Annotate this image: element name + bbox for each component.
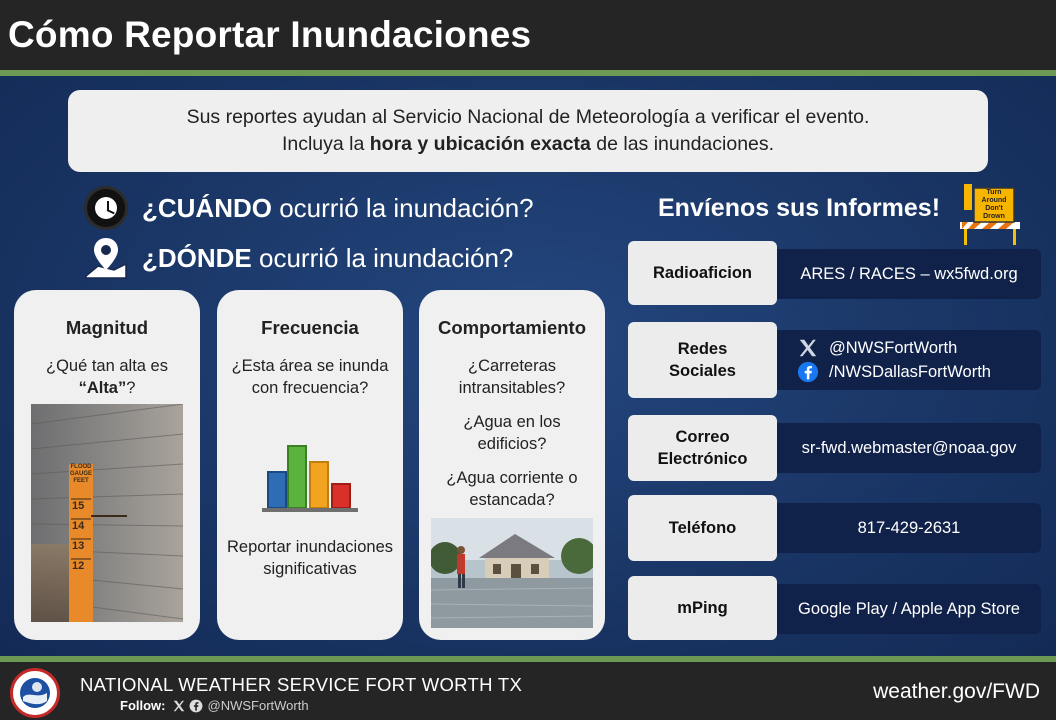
- card-question-2: ¿Agua en los edificios?: [463, 413, 561, 453]
- map-pin-icon: [84, 236, 128, 280]
- gauge-tick-13: 13: [72, 540, 85, 552]
- where-question: ¿DÓNDE ocurrió la inundación?: [84, 236, 513, 280]
- card-note: Reportar inundaciones significativas: [226, 538, 394, 578]
- card-title: Comportamiento: [438, 317, 586, 338]
- card-frequency: [217, 290, 403, 640]
- facebook-logo-icon: [797, 361, 819, 383]
- card-question: ¿Qué tan alta es “Alta”?: [46, 357, 168, 397]
- x-logo-icon: [797, 337, 819, 359]
- card-question: ¿Esta área se inunda con frecuencia?: [231, 357, 389, 397]
- row-value-phone[interactable]: 817-429-2631: [777, 503, 1041, 553]
- clock-icon: [84, 186, 128, 230]
- facebook-logo-icon[interactable]: [189, 699, 203, 713]
- card-title: Frecuencia: [261, 317, 359, 338]
- row-label-social: Redes Sociales: [628, 322, 777, 398]
- agency-name: NATIONAL WEATHER SERVICE FORT WORTH TX: [80, 674, 523, 695]
- card-question-1: ¿Carreteras intransitables?: [458, 357, 566, 397]
- gauge-label: FLOOD GAUGE FEET: [70, 464, 93, 484]
- nws-logo-icon: [10, 668, 60, 718]
- website-link[interactable]: weather.gov/FWD: [873, 680, 1040, 703]
- gauge-tick-12: 12: [72, 560, 85, 572]
- gauge-tick-15: 15: [72, 500, 85, 512]
- row-value-mping[interactable]: Google Play / Apple App Store: [777, 584, 1041, 634]
- banner-line-1: Sus reportes ayudan al Servicio Nacional de Meteorología a verificar el evento.: [186, 106, 870, 128]
- row-value-email[interactable]: sr-fwd.webmaster@noaa.gov: [777, 423, 1041, 473]
- follow-handle[interactable]: @NWSFortWorth: [207, 698, 309, 713]
- row-label-email: Correo Electrónico: [628, 415, 777, 481]
- x-logo-icon[interactable]: [172, 699, 186, 713]
- row-label-phone: Teléfono: [628, 495, 777, 561]
- page-title: Cómo Reportar Inundaciones: [8, 14, 532, 55]
- row-label-radio: Radioaficion: [628, 241, 777, 305]
- row-value-radio[interactable]: ARES / RACES – wx5fwd.org: [777, 249, 1041, 299]
- row-value-social: [777, 330, 1041, 390]
- bar-chart-icon: [262, 442, 358, 514]
- info-banner: [68, 90, 988, 172]
- when-question: ¿CUÁNDO ocurrió la inundación?: [84, 186, 534, 230]
- footer: [0, 662, 1056, 720]
- banner-line-2: Incluya la hora y ubicación exacta de las inundaciones.: [281, 133, 775, 155]
- report-title: Envíenos sus Informes!: [658, 194, 941, 222]
- header: [0, 0, 1056, 72]
- card-question-3: ¿Agua corriente o estancada?: [446, 469, 578, 509]
- sign-text: Turn Around Don't Drown: [981, 189, 1007, 220]
- x-handle-line[interactable]: @NWSFortWorth: [797, 336, 957, 360]
- facebook-handle-line[interactable]: /NWSDallasFortWorth: [797, 360, 991, 384]
- card-magnitude: [14, 290, 200, 640]
- card-title: Magnitud: [65, 317, 149, 338]
- follow-label: Follow:: [120, 698, 166, 713]
- follow-row: [120, 698, 309, 713]
- gauge-tick-14: 14: [72, 520, 85, 532]
- flooded-house-image: [431, 518, 593, 628]
- flood-gauge-image: [31, 404, 183, 622]
- row-label-mping: mPing: [628, 576, 777, 640]
- card-behavior: [419, 290, 605, 640]
